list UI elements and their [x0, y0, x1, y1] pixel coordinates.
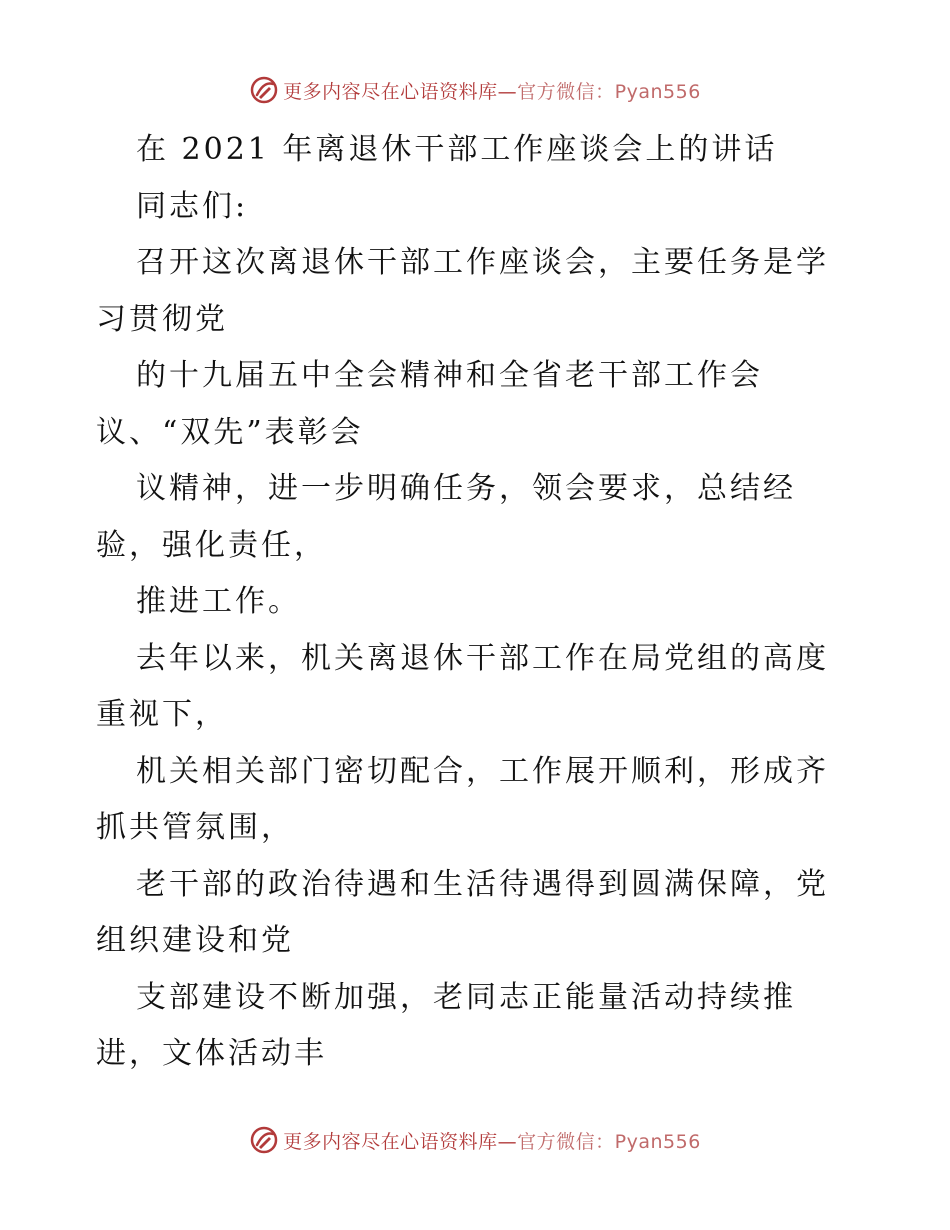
text-line: 进，文体活动丰	[96, 1036, 327, 1071]
text-line: 议、“双先”表彰会	[96, 414, 364, 450]
text-line: 抓共管氛围，	[96, 810, 294, 845]
text-line: 的十九届五中全会精神和全省老干部工作会	[136, 358, 763, 393]
document-title: 在 2021 年离退休干部工作座谈会上的讲话	[136, 132, 778, 167]
text-line: 重视下，	[96, 697, 228, 732]
pen-logo-icon	[249, 75, 279, 105]
text-line: 老干部的政治待遇和生活待遇得到圆满保障，党	[136, 866, 829, 902]
text-line: 组织建设和党	[96, 923, 294, 958]
text-line: 召开这次离退休干部工作座谈会，主要任务是学	[136, 245, 829, 280]
watermark-text: 更多内容尽在心语资料库—官方微信：Pyan556	[283, 80, 701, 103]
document-body	[96, 122, 866, 1083]
watermark-text: 更多内容尽在心语资料库—官方微信：Pyan556	[283, 1130, 701, 1153]
text-line: 验，强化责任，	[96, 527, 327, 563]
text-line: 议精神，进一步明确任务，领会要求，总结经	[136, 471, 796, 506]
text-line: 推进工作。	[136, 584, 301, 619]
header-watermark	[0, 70, 950, 110]
text-line: 机关相关部门密切配合，工作展开顺利，形成齐	[136, 753, 829, 789]
text-line: 习贯彻党	[96, 301, 228, 337]
pen-logo-icon	[249, 1125, 279, 1155]
text-line: 支部建设不断加强，老同志正能量活动持续推	[136, 979, 796, 1015]
text-line: 去年以来，机关离退休干部工作在局党组的高度	[136, 640, 829, 676]
text-line: 同志们:	[136, 188, 249, 224]
footer-watermark	[0, 1120, 950, 1160]
